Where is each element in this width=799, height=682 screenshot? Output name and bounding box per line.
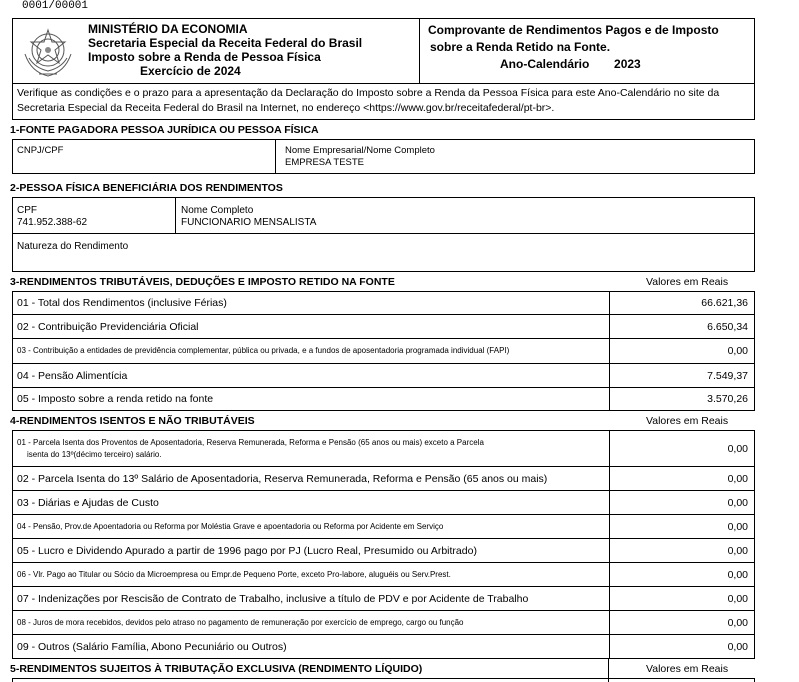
- nature-label: Natureza do Rendimento: [17, 241, 129, 252]
- section5-table-top: [12, 678, 755, 682]
- row-label: 05 - Lucro e Dividendo Apurado a partir de 1996 pago por PJ (Lucro Real, Presumido ou Arbitrado): [17, 544, 477, 557]
- row-value: 3.570,26: [609, 388, 754, 410]
- row-label: 03 - Diárias e Ajudas de Custo: [17, 496, 159, 509]
- document-number: 0001/00001: [22, 0, 89, 12]
- row-value: 0,00: [609, 431, 754, 466]
- table-row: [12, 388, 755, 411]
- payer-name-value: EMPRESA TESTE: [285, 157, 365, 168]
- row-label: 04 - Pensão, Prov.de Apoentadoria ou Reforma por Moléstia Grave e apoentadoria ou Reforma por Acidente em Serviço: [17, 521, 444, 531]
- table-row: [12, 611, 755, 635]
- section5-values-label: Valores em Reais: [646, 663, 729, 675]
- exercise-year: Exercício de 2024: [140, 64, 241, 78]
- row-label: 06 - Vlr. Pago ao Titular ou Sócio da Microempresa ou Empr.de Pequeno Porte, exceto Pro-labore, aluguéis ou Serv.Prest.: [17, 569, 451, 579]
- section3-title: 3-RENDIMENTOS TRIBUTÁVEIS, DEDUÇÕES E IMPOSTO RETIDO NA FONTE: [10, 276, 395, 288]
- calendar-year-label: Ano-Calendário: [500, 57, 590, 71]
- header-right-box: [420, 18, 755, 84]
- row-value: 0,00: [609, 539, 754, 562]
- table-row: [12, 539, 755, 563]
- beneficiary-name-label: Nome Completo: [181, 205, 254, 216]
- row-label: 07 - Indenizações por Rescisão de Contrato de Trabalho, inclusive a título de PDV e por Acidente de Trabalho: [17, 592, 529, 605]
- row-value: 0,00: [609, 563, 754, 586]
- tax-name: Imposto sobre a Renda de Pessoa Física: [88, 50, 321, 64]
- calendar-year: 2023: [614, 57, 641, 71]
- table-row: [12, 339, 755, 364]
- beneficiary-box: [12, 197, 755, 234]
- table-row: [12, 315, 755, 339]
- row-label: 03 - Contribuição a entidades de previdência complementar, pública ou privada, e a fundos de aposentadoria programada individual (FAPI): [17, 346, 510, 355]
- document-title-line2: sobre a Renda Retido na Fonte.: [430, 40, 611, 54]
- row-label-continued: isenta do 13º(décimo terceiro) salário.: [27, 449, 162, 459]
- row-value: 0,00: [609, 635, 754, 658]
- row-label: 02 - Contribuição Previdenciária Oficial: [17, 320, 199, 333]
- table-row: [12, 563, 755, 587]
- row-value: 0,00: [609, 515, 754, 538]
- table-row: [12, 491, 755, 515]
- row-value: 0,00: [609, 611, 754, 634]
- row-label: 05 - Imposto sobre a renda retido na fonte: [17, 393, 214, 405]
- payer-box: [12, 139, 755, 174]
- header-left-box: [12, 18, 420, 84]
- row-label: 01 - Total dos Rendimentos (inclusive Férias): [17, 297, 227, 309]
- notice-text: Verifique as condições e o prazo para a apresentação da Declaração do Imposto sobre a Renda da Pessoa Física para este Ano-Calendário no site da Secretaria Especial da Receita Federal do Brasil na Internet, no endereço <https://www.gov.br/receitafederal/pt-br>.: [12, 84, 755, 120]
- table-row: [12, 430, 755, 467]
- row-value: 0,00: [609, 339, 754, 363]
- section5-title: 5-RENDIMENTOS SUJEITOS À TRIBUTAÇÃO EXCLUSIVA (RENDIMENTO LÍQUIDO): [10, 663, 423, 675]
- brazil-coat-of-arms-icon: [19, 24, 77, 80]
- ministry-name: MINISTÉRIO DA ECONOMIA: [88, 22, 248, 36]
- table-row: [12, 467, 755, 491]
- row-value: 7.549,37: [609, 364, 754, 387]
- cpf-label: CPF: [17, 205, 37, 216]
- row-label: 04 - Pensão Alimentícia: [17, 369, 128, 382]
- beneficiary-name-value: FUNCIONARIO MENSALISTA: [181, 217, 317, 228]
- table-row: [12, 291, 755, 315]
- payer-name-label: Nome Empresarial/Nome Completo: [285, 145, 435, 156]
- table-row: [12, 587, 755, 611]
- row-value: 0,00: [609, 491, 754, 514]
- section1-title: 1-FONTE PAGADORA PESSOA JURÍDICA OU PESSOA FÍSICA: [10, 124, 319, 136]
- nature-box: [12, 233, 755, 272]
- table-row: [12, 364, 755, 388]
- secretariat-name: Secretaria Especial da Receita Federal do Brasil: [88, 36, 363, 50]
- row-value: 0,00: [609, 467, 754, 490]
- row-value: 6.650,34: [609, 315, 754, 338]
- section4-title: 4-RENDIMENTOS ISENTOS E NÃO TRIBUTÁVEIS: [10, 415, 255, 427]
- row-label: 02 - Parcela Isenta do 13º Salário de Aposentadoria, Reserva Remunerada, Reforma e Pensão (65 anos ou mais): [17, 472, 548, 485]
- row-label: 01 - Parcela Isenta dos Proventos de Aposentadoria, Reserva Remunerada, Reforma e Pensão (65 anos ou mais) exceto a Parcela: [17, 437, 484, 447]
- cnpj-label: CNPJ/CPF: [17, 145, 64, 156]
- row-value: 66.621,36: [609, 292, 754, 314]
- section2-title: 2-PESSOA FÍSICA BENEFICIÁRIA DOS RENDIMENTOS: [10, 182, 283, 194]
- document-title-line1: Comprovante de Rendimentos Pagos e de Imposto: [428, 23, 719, 37]
- section4-values-label: Valores em Reais: [646, 415, 729, 427]
- row-value: 0,00: [609, 587, 754, 610]
- row-label: 09 - Outros (Salário Família, Abono Pecuniário ou Outros): [17, 640, 287, 653]
- cpf-value: 741.952.388-62: [17, 217, 88, 228]
- section3-values-label: Valores em Reais: [646, 276, 729, 288]
- row-label: 08 - Juros de mora recebidos, devidos pelo atraso no pagamento de remuneração por exercício de emprego, cargo ou função: [17, 617, 464, 627]
- table-row: [12, 515, 755, 539]
- table-row: [12, 635, 755, 659]
